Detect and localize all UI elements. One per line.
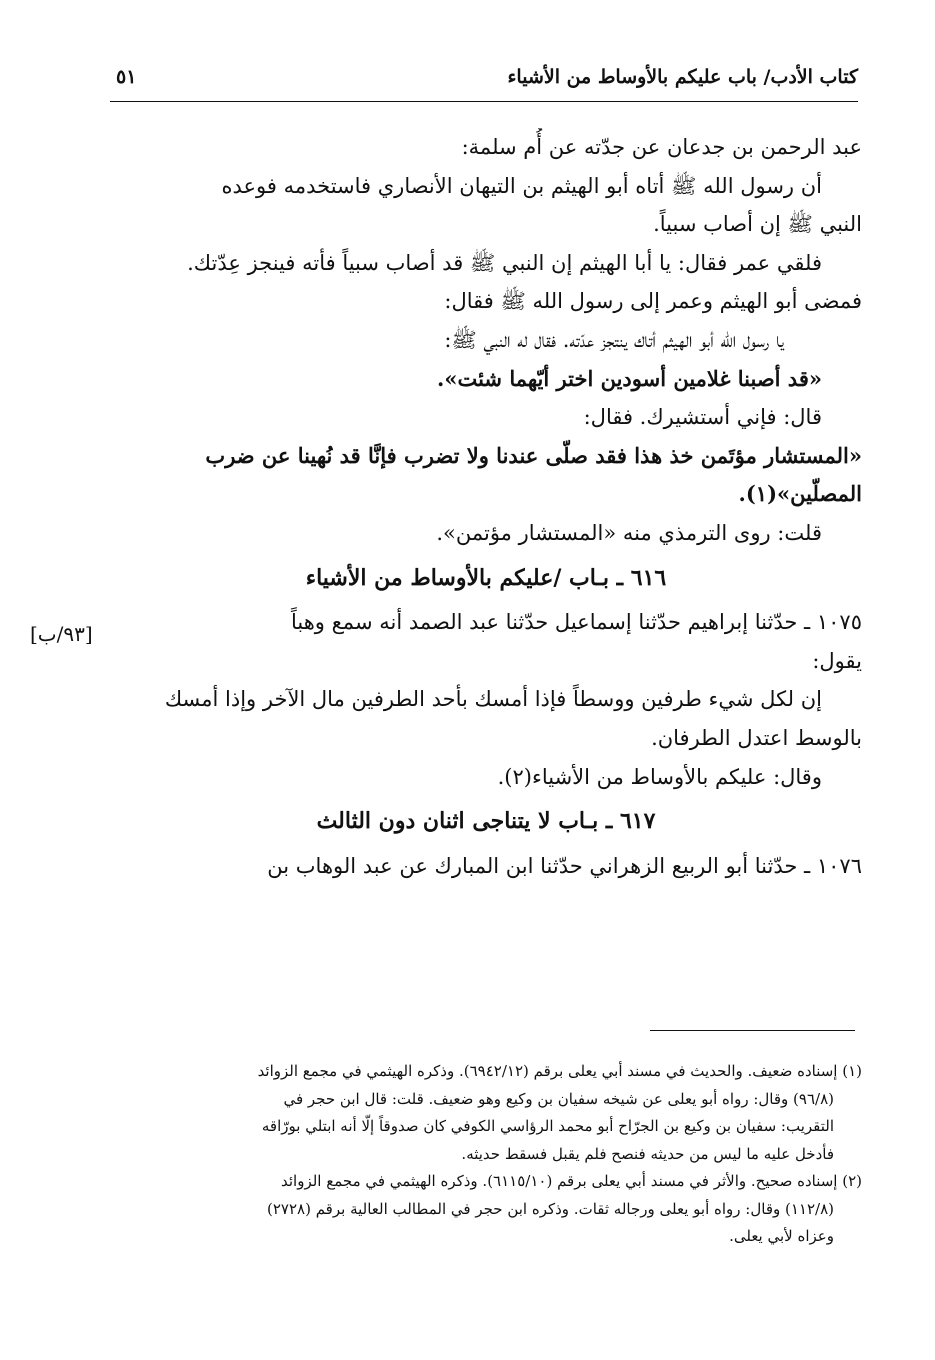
hadith-quote: «المستشار مؤتَمن خذ هذا فقد صلّى عندنا ولا تضرب فإنَّا قد نُهينا عن ضرب xyxy=(205,442,862,468)
page-number: ٥١ xyxy=(116,66,137,88)
text-line: النبي ﷺ إن أصاب سبياً. xyxy=(653,212,862,237)
header-title: كتاب الأدب/ باب عليكم بالأوساط من الأشياء xyxy=(507,66,858,88)
text-line: ١٠٧٦ ـ حدّثنا أبو الربيع الزهراني حدّثنا ابن المبارك عن عبد الوهاب بن xyxy=(267,853,862,878)
footnote-separator xyxy=(650,1030,855,1031)
footnote-line: (١١٢/٨) وقال: رواه أبو يعلى ورجاله ثقات. وذكره ابن حجر في المطالب العالية برقم (٢٧٢٨) xyxy=(266,1199,834,1218)
footnote-line: (٩٦/٨) وقال: رواه أبو يعلى عن شيخه سفيان بن وكيع وهو ضعيف. قلت: قال ابن حجر في xyxy=(283,1089,834,1108)
footnotes xyxy=(110,1058,862,1251)
header-rule xyxy=(110,101,858,102)
text-line: قلت: روى الترمذي منه «المستشار مؤتمن». xyxy=(436,520,822,545)
hadith-quote: «قد أصبنا غلامين أسودين اختر أيّهما شئت». xyxy=(437,365,822,391)
text-line: فلقي عمر فقال: يا أبا الهيثم إن النبي ﷺ قد أصاب سبياً فأته فينجز عِدّتك. xyxy=(187,250,822,275)
footnote-line: فأدخل عليه ما ليس من حديثه فنصح فلم يقبل فسقط حديثه. xyxy=(461,1144,834,1163)
chapter-heading-616: ٦١٦ ـ بـاب /عليكم بالأوساط من الأشياء xyxy=(305,564,667,591)
chapter-heading-617: ٦١٧ ـ بـاب لا يتناجى اثنان دون الثالث xyxy=(316,808,656,835)
text-line: يا رسول الله أبو الهيثم أتاك ينتجز عدّته. فقال له النبي ﷺ: xyxy=(444,327,784,352)
footnote-line: (١) إسناده ضعيف. والحديث في مسند أبي يعلى برقم (٦٩٤٢/١٢). وذكره الهيثمي في مجمع الزوائد xyxy=(257,1062,862,1080)
text-line: يقول: xyxy=(812,648,862,673)
main-text xyxy=(110,128,862,885)
footnote-line: (٢) إسناده صحيح. والأثر في مسند أبي يعلى برقم (٦١١٥/١٠). وذكره الهيثمي في مجمع الزوائد xyxy=(280,1172,862,1190)
text-line: ١٠٧٥ ـ حدّثنا إبراهيم حدّثنا إسماعيل حدّثنا عبد الصمد أنه سمع وهباً xyxy=(291,610,862,635)
text-line: إن لكل شيء طرفين ووسطاً فإذا أمسك بأحد الطرفين مال الآخر وإذا أمسك xyxy=(164,687,822,712)
text-line: عبد الرحمن بن جدعان عن جدّته عن أُم سلمة: xyxy=(461,135,862,159)
footnote-line: وعزاه لأبي يعلى. xyxy=(729,1227,834,1245)
text-line: وقال: عليكم بالأوساط من الأشياء(٢). xyxy=(497,764,822,789)
footnote-line: التقريب: سفيان بن وكيع بن الجرّاح أبو محمد الرؤاسي الكوفي كان صدوقاً إلّا أنه ابتلي بورّاقه xyxy=(261,1117,834,1135)
text-line: قال: فإني أستشيرك. فقال: xyxy=(583,405,822,430)
text-line: فمضى أبو الهيثم وعمر إلى رسول الله ﷺ فقال: xyxy=(444,289,862,314)
manuscript-folio-reference: [٩٣/ب] xyxy=(30,622,93,646)
hadith-quote: المصلّين»(١). xyxy=(738,481,862,507)
text-line: أن رسول الله ﷺ أتاه أبو الهيثم بن التيهان الأنصاري فاستخدمه فوعده xyxy=(221,173,822,198)
text-line: بالوسط اعتدل الطرفان. xyxy=(651,725,862,750)
running-header xyxy=(110,62,858,102)
